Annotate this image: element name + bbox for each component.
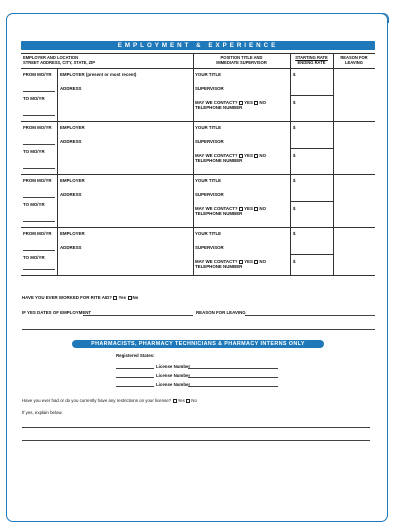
employer-label: EMPLOYER — [60, 231, 85, 236]
explain-label: If yes, explain below. — [22, 410, 63, 415]
header-rate — [290, 56, 333, 65]
col-divider-position — [193, 53, 194, 275]
dates-of-employment-label: IF YES DATES OF EMPLOYMENT — [22, 310, 92, 315]
address-label: ADDRESS — [60, 245, 82, 250]
header-employer-line2: STREET ADDRESS, CITY, STATE, ZIP — [23, 59, 96, 65]
reason-for-leaving-field[interactable] — [245, 315, 375, 316]
to-date-field[interactable] — [23, 221, 55, 222]
header-reason-line2: LEAVING — [345, 59, 363, 65]
contact-no-label: NO — [259, 153, 266, 158]
contact-question-text: MAY WE CONTACT? — [195, 100, 238, 105]
contact-yes-checkbox[interactable] — [239, 154, 243, 158]
header-position-line1: POSITION TITLE AND — [220, 55, 263, 60]
contact-question-text: MAY WE CONTACT? — [195, 206, 238, 211]
restriction-no-checkbox[interactable] — [186, 399, 190, 403]
header-position-line2: IMMEDIATE SUPERVISOR — [216, 59, 267, 65]
contact-yes-label: YES — [244, 100, 253, 105]
rite-aid-question — [22, 295, 138, 300]
phone-label: TELEPHONE NUMBER — [195, 105, 243, 110]
contact-question-text: MAY WE CONTACT? — [195, 259, 238, 264]
contact-no-checkbox[interactable] — [254, 154, 258, 158]
header-position — [193, 56, 290, 65]
rate-divider — [290, 95, 333, 96]
rite-aid-no-checkbox[interactable] — [128, 296, 132, 300]
license-number-field[interactable] — [188, 377, 278, 378]
explain-line[interactable] — [22, 440, 370, 441]
header-reason-line1: REASON FOR — [340, 55, 368, 60]
restriction-yes-label: Yes — [177, 398, 185, 403]
state-field[interactable] — [116, 368, 154, 369]
contact-yes-label: YES — [244, 259, 253, 264]
from-label: FROM MO/YR — [23, 125, 52, 130]
row-divider — [21, 174, 375, 175]
to-label: TO MO/YR — [23, 149, 45, 154]
employer-label: EMPLOYER (present or most recent) — [60, 72, 137, 77]
to-label: TO MO/YR — [23, 202, 45, 207]
contact-question-text: MAY WE CONTACT? — [195, 153, 238, 158]
contact-yes-label: YES — [244, 206, 253, 211]
ending-rate-field[interactable]: $ — [293, 259, 296, 264]
reason-continuation-line[interactable] — [22, 329, 375, 330]
contact-no-checkbox[interactable] — [254, 101, 258, 105]
col-divider-rate — [290, 53, 291, 275]
address-label: ADDRESS — [60, 86, 82, 91]
rate-divider — [290, 201, 333, 202]
registered-states-label: Registered States: — [116, 353, 155, 358]
phone-label: TELEPHONE NUMBER — [195, 158, 243, 163]
ending-rate-field[interactable]: $ — [293, 206, 296, 211]
to-date-field[interactable] — [23, 168, 55, 169]
contact-yes-checkbox[interactable] — [239, 207, 243, 211]
contact-yes-checkbox[interactable] — [239, 101, 243, 105]
contact-no-label: NO — [259, 100, 266, 105]
pharmacy-section-banner: PHARMACISTS, PHARMACY TECHNICIANS & PHARMACY INTERNS ONLY — [72, 340, 324, 348]
starting-rate-field[interactable]: $ — [293, 178, 296, 183]
state-field[interactable] — [116, 377, 154, 378]
contact-no-label: NO — [259, 206, 266, 211]
supervisor-label: SUPERVISOR — [195, 245, 224, 250]
contact-yes-checkbox[interactable] — [239, 260, 243, 264]
restriction-question-text: Have you ever had or do you currently have any restrictions on your license? — [22, 398, 172, 403]
table-top-rule — [21, 53, 375, 54]
ending-rate-field[interactable]: $ — [293, 153, 296, 158]
employer-label: EMPLOYER — [60, 125, 85, 130]
ending-rate-field[interactable]: $ — [293, 100, 296, 105]
phone-label: TELEPHONE NUMBER — [195, 211, 243, 216]
row-divider — [21, 227, 375, 228]
from-date-field[interactable] — [23, 197, 55, 198]
starting-rate-field[interactable]: $ — [293, 125, 296, 130]
restriction-question — [22, 398, 197, 403]
contact-no-checkbox[interactable] — [254, 260, 258, 264]
table-header-rule — [21, 68, 375, 69]
page-corner-tab — [379, 13, 389, 23]
employer-label: EMPLOYER — [60, 178, 85, 183]
from-date-field[interactable] — [23, 250, 55, 251]
license-number-field[interactable] — [188, 386, 278, 387]
reason-for-leaving-label: REASON FOR LEAVING — [196, 310, 246, 315]
address-label: ADDRESS — [60, 192, 82, 197]
rite-aid-question-text: HAVE YOU EVER WORKED FOR RITE AID? — [22, 295, 112, 300]
starting-rate-field[interactable]: $ — [293, 231, 296, 236]
license-number-field[interactable] — [188, 368, 278, 369]
license-number-label: License Number — [156, 373, 191, 378]
state-field[interactable] — [116, 386, 154, 387]
rite-aid-yes-checkbox[interactable] — [113, 296, 117, 300]
restriction-yes-checkbox[interactable] — [173, 399, 177, 403]
supervisor-label: SUPERVISOR — [195, 86, 224, 91]
col-divider-dates — [57, 68, 58, 275]
to-date-field[interactable] — [23, 269, 55, 270]
header-employer — [23, 56, 95, 65]
from-date-field[interactable] — [23, 144, 55, 145]
restriction-no-label: No — [191, 398, 197, 403]
starting-rate-field[interactable]: $ — [293, 72, 296, 77]
from-label: FROM MO/YR — [23, 178, 52, 183]
col-divider-reason — [333, 53, 334, 275]
address-label: ADDRESS — [60, 139, 82, 144]
title-label: YOUR TITLE — [195, 72, 222, 77]
header-employer-line1: EMPLOYER AND LOCATION — [23, 55, 79, 60]
title-label: YOUR TITLE — [195, 231, 222, 236]
to-label: TO MO/YR — [23, 96, 45, 101]
contact-yes-label: YES — [244, 153, 253, 158]
explain-line[interactable] — [22, 427, 370, 428]
rite-aid-yes-label: Yes — [118, 295, 127, 300]
rite-aid-no-label: No — [132, 295, 139, 300]
rate-divider — [290, 148, 333, 149]
from-label: FROM MO/YR — [23, 231, 52, 236]
license-number-label: License Number — [156, 382, 191, 387]
section-banner: EMPLOYMENT & EXPERIENCE — [21, 41, 375, 50]
contact-no-label: NO — [259, 259, 266, 264]
to-label: TO MO/YR — [23, 255, 45, 260]
contact-no-checkbox[interactable] — [254, 207, 258, 211]
title-label: YOUR TITLE — [195, 178, 222, 183]
supervisor-label: SUPERVISOR — [195, 192, 224, 197]
table-bottom-rule — [21, 275, 375, 276]
license-number-label: License Number — [156, 364, 191, 369]
to-date-field[interactable] — [23, 115, 55, 116]
dates-of-employment-field[interactable] — [83, 315, 193, 316]
header-rate-line2: ENDING RATE — [297, 59, 326, 65]
header-reason — [333, 56, 375, 65]
from-label: FROM MO/YR — [23, 72, 52, 77]
header-rate-line1: STARTING RATE — [295, 55, 328, 60]
title-label: YOUR TITLE — [195, 125, 222, 130]
rate-divider — [290, 254, 333, 255]
phone-label: TELEPHONE NUMBER — [195, 264, 243, 269]
row-divider — [21, 121, 375, 122]
from-date-field[interactable] — [23, 91, 55, 92]
supervisor-label: SUPERVISOR — [195, 139, 224, 144]
